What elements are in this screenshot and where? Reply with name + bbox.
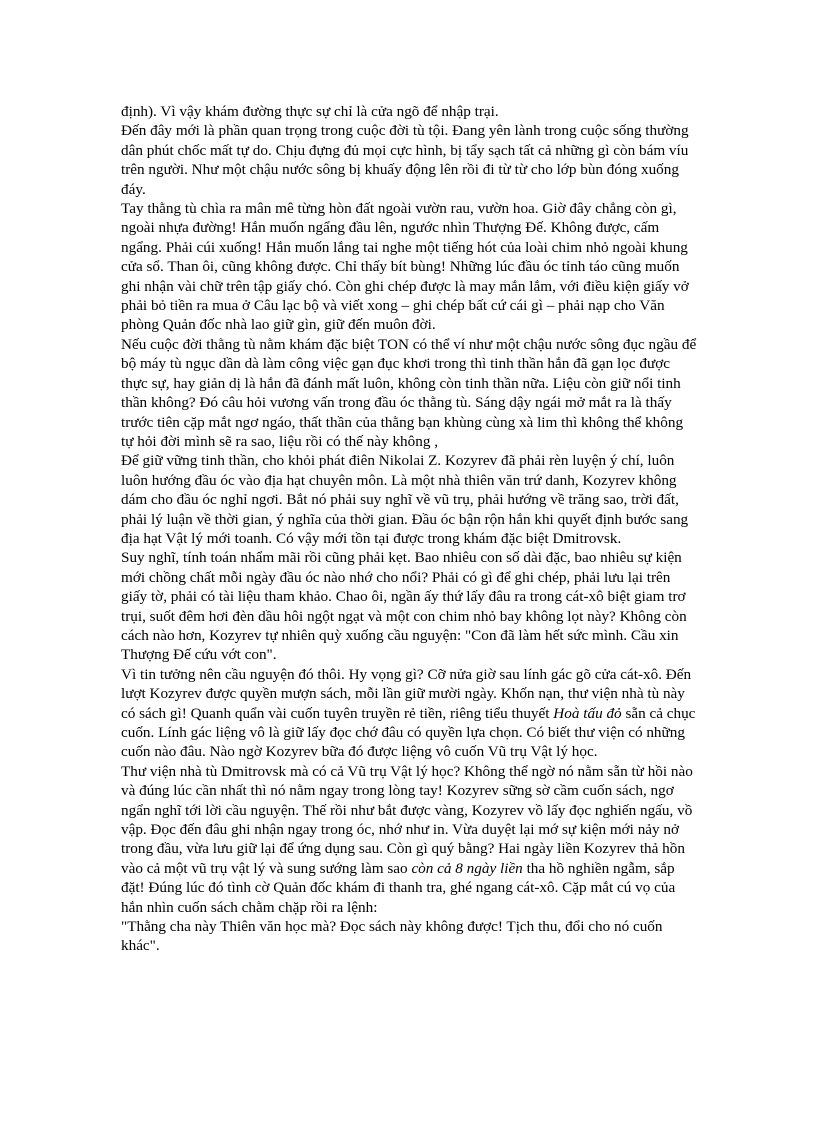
text-run: Để giữ vững tinh thần, cho khỏi phát điên Nikolai Z. Kozyrev đã phải rèn luyện ý chí, luôn luôn hướng đầu óc vào địa hạt chuyên môn. Là một nhà thiên văn trứ danh, Kozyrev không dám cho đầu óc nghỉ ngơi. Bắt nó phải suy nghĩ về vũ trụ, phải hướng về trăng sao, trời đất, phải lý luận về thời gian, ý nghĩa của thời gian. Đầu óc bận rộn hắn khi quyết định bước sang địa hạt Vật lý mới toanh. Có vậy mới tồn tại được trong khám đặc biệt Dmitrovsk. — [121, 452, 689, 547]
paragraph-7 — [121, 665, 697, 762]
paragraph-5 — [121, 451, 697, 548]
paragraph-6 — [121, 548, 697, 664]
paragraph-2 — [121, 121, 697, 199]
text-run: Vì tin tưởng nên cầu nguyện đó thôi. Hy vọng gì? Cỡ nửa giờ sau lính gác gõ cửa cát-xô. Đến lượt Kozyrev được quyền mượn sách, mỗi lần giữ mười ngày. Khốn nạn, thư viện nhà tù này có sách gì! Quanh quẩn vài cuốn tuyên truyền rẻ tiền, riêng tiểu thuyết — [121, 665, 692, 722]
italic-title-run: Hoà tấu đỏ — [553, 704, 622, 722]
text-run: sẵn cả chục cuốn. Lính gác liệng vô là giữ lấy đọc chớ đâu có quyền lựa chọn. Có biết thư viện có những cuốn nào đâu. Nào ngờ Kozyrev bữa đó được liệng vô cuốn Vũ trụ Vật lý học. — [121, 704, 696, 761]
paragraph-1 — [121, 102, 697, 121]
text-run: Đến đây mới là phần quan trọng trong cuộc đời tù tội. Đang yên lành trong cuộc sống thường dân phút chốc mất tự do. Chịu đựng đủ mọi cực hình, bị tẩy sạch tất cả những gì còn bám víu trên người. Như một chậu nước sông bị khuấy động lên rồi đi từ từ cho lớp bùn đóng xuống đáy. — [121, 122, 689, 198]
paragraph-9 — [121, 917, 697, 956]
text-run: Nếu cuộc đời thằng tù nằm khám đặc biệt TON có thể ví như một chậu nước sông đục ngầu để bộ máy tù ngục dần dà làm công việc gạn đục khơi trong thì tinh thần hắn đã gạn lọc được thực sự, hay giản dị là hắn đã đánh mất luôn, không còn tinh thần nữa. Liệu còn giữ nổi tinh thần không? Đó câu hỏi vương vấn trong đầu óc thằng tù. Sáng dậy ngái mở mắt ra là thấy trước tiên cặp mắt ngơ ngáo, thất thần của thằng bạn khùng cùng xà lim thì không thể không tự hỏi đời mình sẽ ra sao, liệu rồi có thế này không , — [121, 335, 697, 450]
italic-emphasis-run: còn cả 8 ngày liền — [411, 859, 523, 877]
text-run: Suy nghĩ, tính toán nhẩm mãi rồi cũng phải kẹt. Bao nhiêu con số dài đặc, bao nhiêu sự kiện mới chồng chất mỗi ngày đầu óc nào nhớ cho nổi? Phải có gì để ghi chép, phải lưu lại trên giấy tờ, phải có tài liệu tham khảo. Chao ôi, ngần ấy thứ lấy đâu ra trong cát-xô biệt giam trơ trụi, suốt đêm hơi đèn dầu hôi ngột ngạt và một con chim nhỏ bay không lọt này? Không còn cách nào hơn, Kozyrev tự nhiên quỳ xuống cầu nguyện: "Con đã làm hết sức mình. Cầu xin Thượng Đế cứu vớt con". — [121, 549, 687, 664]
document-page — [121, 102, 697, 956]
paragraph-3 — [121, 199, 697, 335]
text-run: tha hồ nghiền ngẫm, sắp đặt! Đúng lúc đó tình cờ Quản đốc khám đi thanh tra, ghé ngang cát-xô. Cặp mắt cú vọ của hắn nhìn cuốn sách chằm chặp rồi ra lệnh: — [121, 859, 676, 916]
paragraph-4 — [121, 335, 697, 451]
text-run: Tay thằng tù chìa ra mân mê từng hòn đất ngoài vườn rau, vườn hoa. Giờ đây chẳng còn gì, ngoài nhựa đường! Hắn muốn ngẩng đầu lên, ngước nhìn Thượng Đế. Không được, cấm ngẩng. Phải cúi xuống! Hắn muốn lắng tai nghe một tiếng hót của loài chim nhỏ ngoài khung cửa sổ. Than ôi, cũng không được. Chỉ thấy bít bùng! Những lúc đầu óc tỉnh táo cũng muốn ghi nhận vài chữ trên tập giấy chó. Còn ghi chép được là may mắn lắm, với điều kiện giấy vở phải bỏ tiền ra mua ở Câu lạc bộ và viết xong – ghi chép bất cứ cái gì – phải nạp cho Văn phòng Quản đốc nhà lao giữ gìn, giữ đến muôn đời. — [121, 200, 689, 334]
text-run: Thư viện nhà tù Dmitrovsk mà có cả Vũ trụ Vật lý học? Không thể ngờ nó nằm sẵn từ hồi nào và đúng lúc cần nhất thì nó nằm ngay trong lòng tay! Kozyrev sững sờ cầm cuốn sách, ngơ ngẩn nghĩ tới lời cầu nguyện. Thế rồi như bắt được vàng, Kozyrev vồ lấy đọc nghiến ngấu, vồ vập. Đọc đến đâu ghi nhận ngay trong óc, nhớ như in. Vừa duyệt lại mớ sự kiện mới nảy nở trong đầu, vừa lưu giữ lại để ứng dụng sau. Còn gì quý bằng? Hai ngày liền Kozyrev thả hồn vào cả một vũ trụ vật lý và sung sướng làm sao — [121, 762, 693, 877]
paragraph-8 — [121, 762, 697, 917]
text-run: định). Vì vậy khám đường thực sự chỉ là cửa ngõ để nhập trại. — [121, 103, 499, 120]
text-run: "Thằng cha này Thiên văn học mà? Đọc sách này không được! Tịch thu, đổi cho nó cuốn khác". — [121, 918, 663, 955]
